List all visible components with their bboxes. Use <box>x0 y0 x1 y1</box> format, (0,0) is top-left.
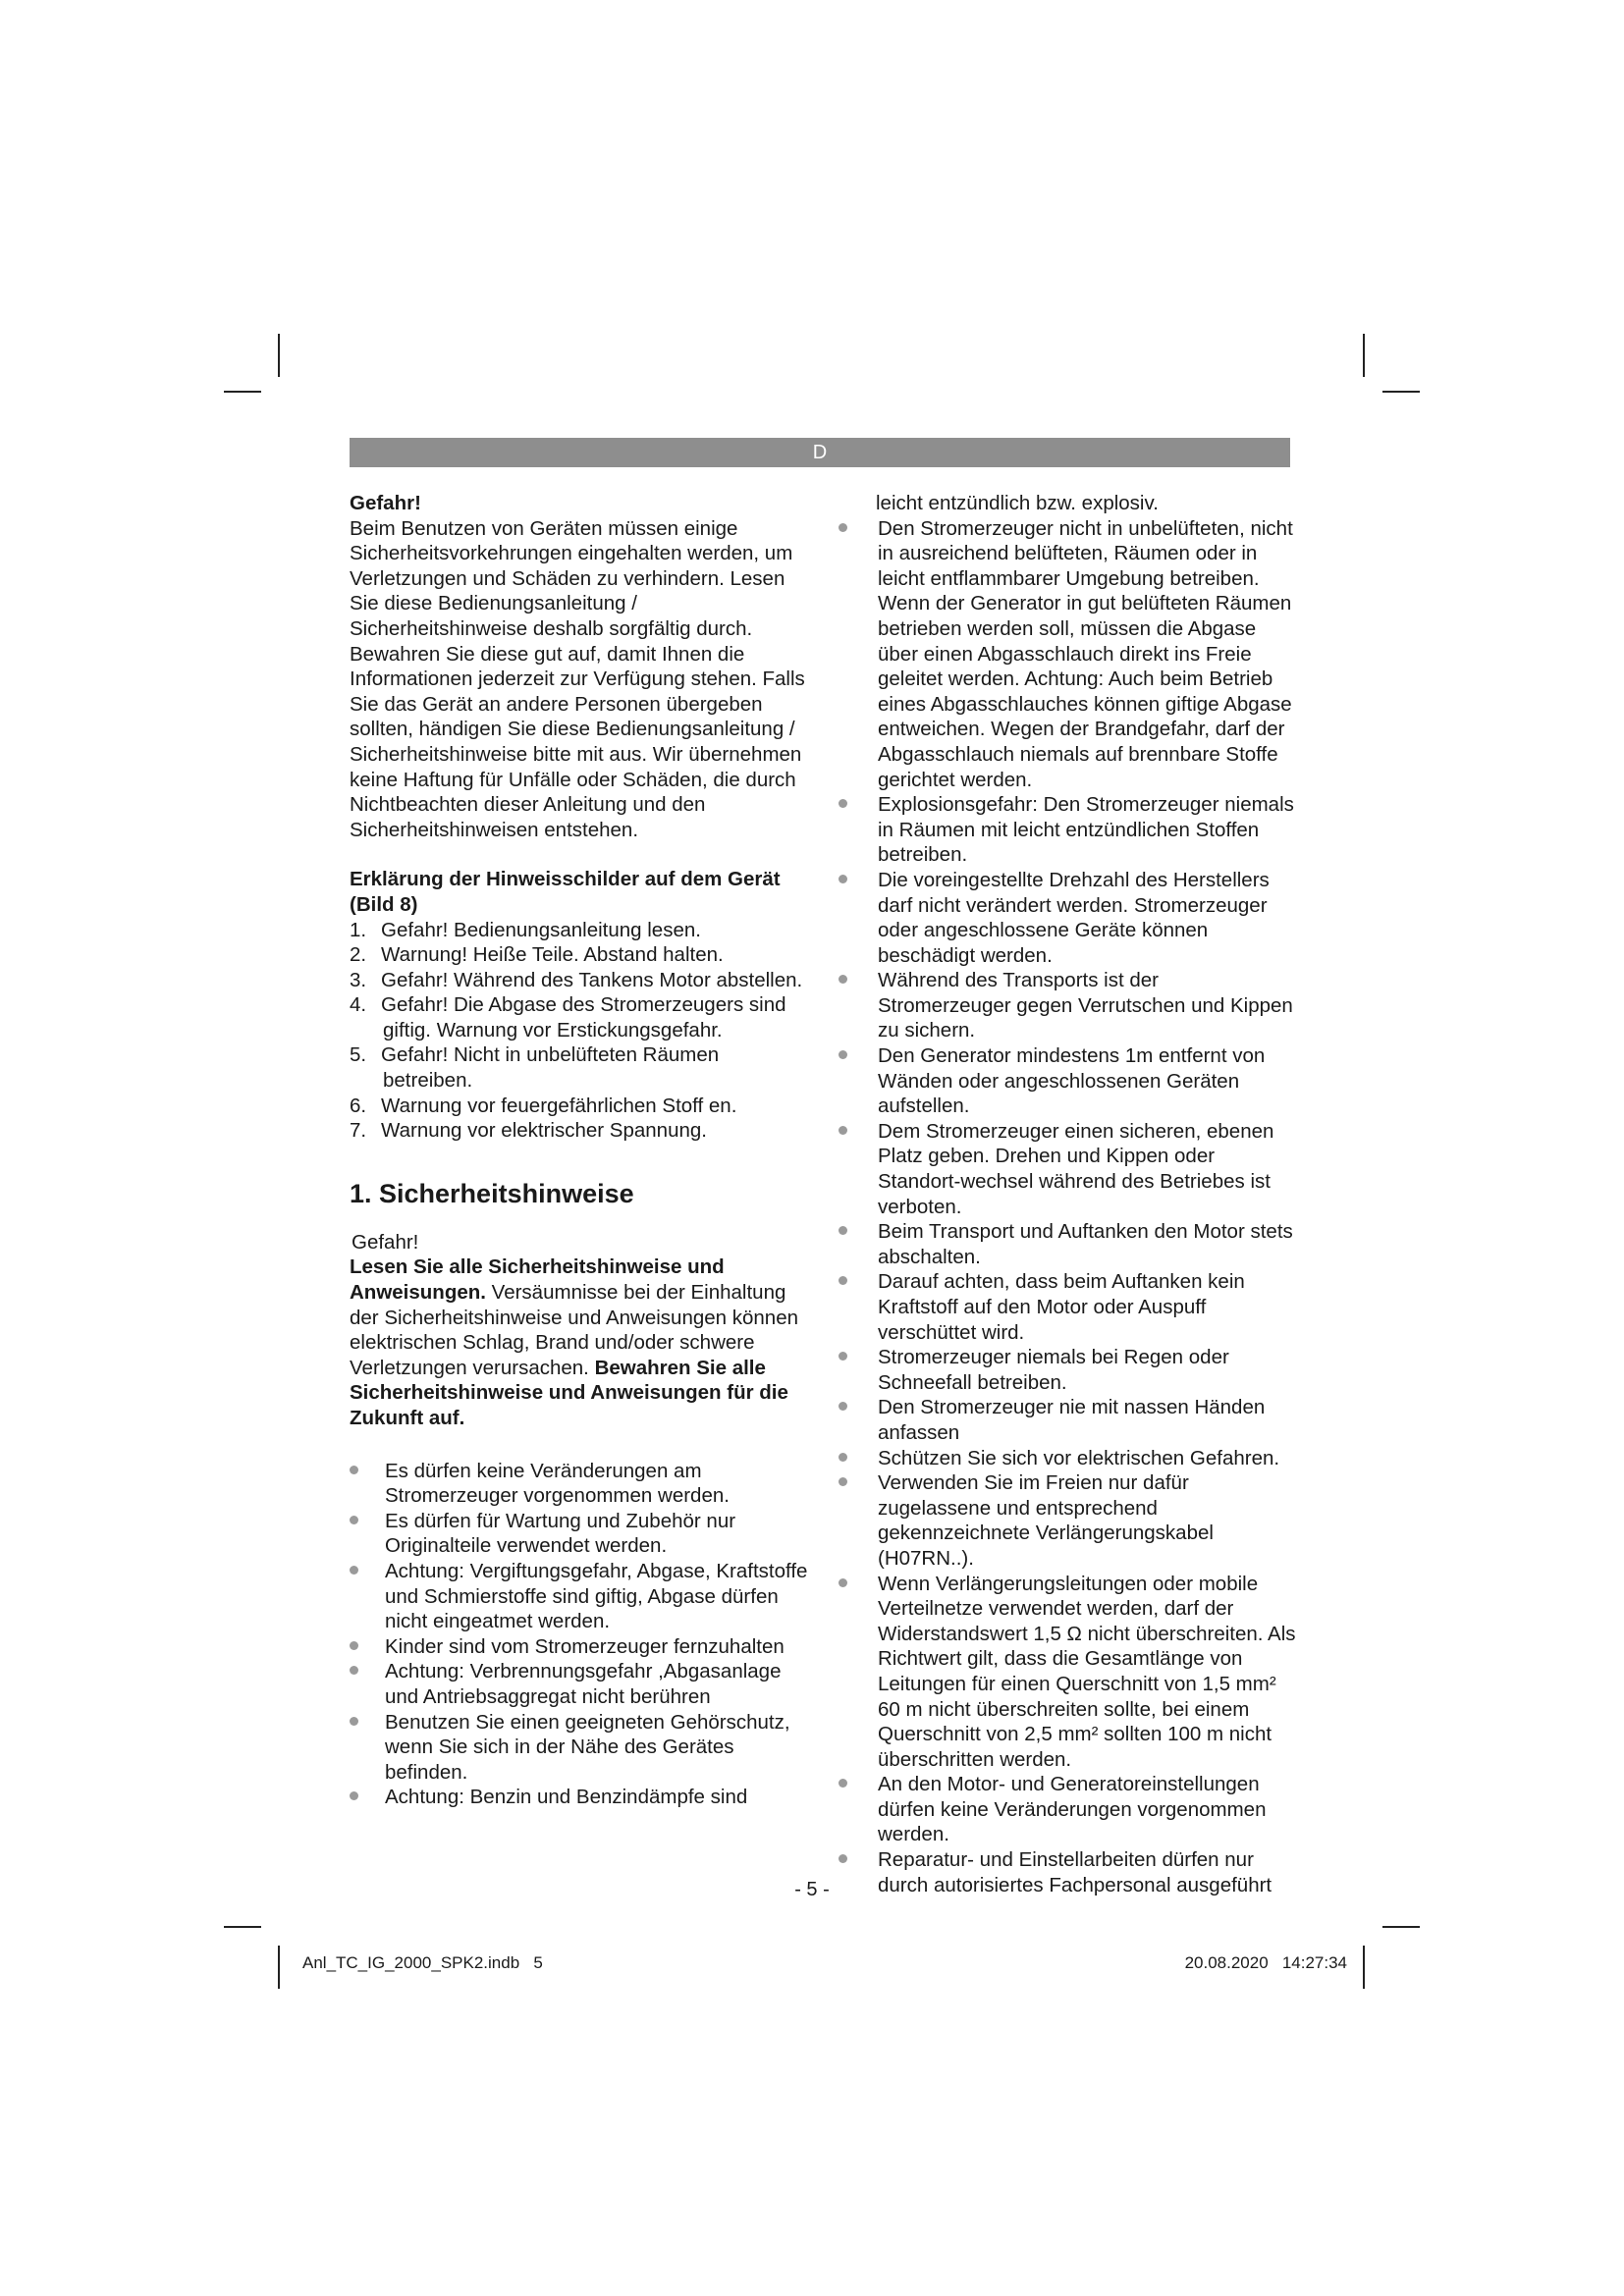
language-header-bar <box>350 438 1290 467</box>
page-number: - 5 - <box>794 1879 830 1900</box>
bullet-icon <box>350 1791 358 1800</box>
list-item: Darauf achten, dass beim Auftanken kein Kraftstoff auf den Motor oder Auspuff verschüttet wird. <box>840 1269 1296 1345</box>
bullet-icon <box>839 523 847 532</box>
danger-subtitle: Gefahr! <box>352 1230 419 1254</box>
list-item: Explosionsgefahr: Den Stromerzeuger niemals in Räumen mit leicht entzündlichen Stoffen betreiben. <box>840 792 1296 868</box>
list-item: Schützen Sie sich vor elektrischen Gefahren. <box>840 1446 1296 1471</box>
list-item: 6. Warnung vor feuergefährlichen Stoff en. <box>350 1094 737 1117</box>
bullet-icon <box>839 1050 847 1059</box>
list-item: Es dürfen keine Veränderungen am Stromerzeuger vorgenommen werden. <box>350 1459 811 1509</box>
list-item: Es dürfen für Wartung und Zubehör nur Originalteile verwendet werden. <box>350 1509 811 1559</box>
list-item: Den Generator mindestens 1m entfernt von Wänden oder angeschlossenen Geräten aufstellen. <box>840 1043 1296 1119</box>
list-item: Achtung: Vergiftungsgefahr, Abgase, Kraftstoffe und Schmierstoffe sind giftig, Abgase dürfen nicht eingeatmet werden. <box>350 1559 811 1634</box>
list-item: 7. Warnung vor elektrischer Spannung. <box>350 1119 707 1143</box>
list-item: 1. Gefahr! Bedienungsanleitung lesen. <box>350 918 701 941</box>
bullet-icon <box>350 1466 358 1474</box>
list-item: Den Stromerzeuger nicht in unbelüfteten, nicht in ausreichend belüfteten, Räumen oder in leicht entflammbarer Umgebung betreiben. Wenn der Generator in gut belüfteten Räumen betrieben werden soll, müssen die Abgase über einen Abgasschlauch direkt ins Freie geleitet werden. Achtung: Auch beim Betrieb eines Abgasschlauches können giftige Abgase entweichen. Wegen der Brandgefahr, darf der Abgasschlauch niemals auf brennbare Stoffe gerichtet werden. <box>840 516 1296 793</box>
list-item: An den Motor- und Generatoreinstellungen dürfen keine Veränderungen vorgenommen werden. <box>840 1772 1296 1847</box>
bullet-icon <box>839 975 847 984</box>
crop-mark <box>1363 1946 1365 1989</box>
bullet-icon <box>350 1641 358 1650</box>
crop-mark <box>278 334 280 377</box>
safety-bullet-list <box>350 1459 811 1810</box>
list-item: Während des Transports ist der Stromerzeuger gegen Verrutschen und Kippen zu sichern. <box>840 968 1296 1043</box>
list-item: Die voreingestellte Drehzahl des Herstellers darf nicht verändert werden. Stromerzeuger oder angeschlossene Geräte können beschädigt werden. <box>840 868 1296 968</box>
crop-mark <box>1382 1926 1420 1928</box>
safety-bullet-list-continued <box>840 516 1296 1898</box>
crop-mark <box>1363 334 1365 377</box>
bullet-icon <box>839 1352 847 1361</box>
crop-mark <box>224 391 261 393</box>
list-item: Den Stromerzeuger nie mit nassen Händen anfassen <box>840 1395 1296 1445</box>
list-item: 2. Warnung! Heiße Teile. Abstand halten. <box>350 943 724 967</box>
signs-heading: Erklärung der Hinweisschilder auf dem Gerät (Bild 8) <box>350 868 781 916</box>
list-item: Wenn Verlängerungsleitungen oder mobile Verteilnetze verwendet werden, darf der Widerstandswert 1,5 Ω nicht überschreiten. Als Richtwert gilt, dass die Gesamtlänge von Leitungen für einen Querschnitt von 1,5 mm² 60 m nicht überschreiten sollte, bei einem Querschnitt von 2,5 mm² sollten 100 m nicht überschritten werden. <box>840 1572 1296 1773</box>
intro-paragraph: Beim Benutzen von Geräten müssen einige Sicherheitsvorkehrungen eingehalten werden, um Verletzungen und Schäden zu verhindern. Lesen Sie diese Bedienungsanleitung / Sicherheitshinweise deshalb sorgfältig durch. Bewahren Sie diese gut auf, damit Ihnen die Informationen jederzeit zur Verfügung stehen. Falls Sie das Gerät an andere Personen übergeben sollten, händigen Sie diese Bedienungsanleitung / Sicherheitshinweise bitte mit aus. Wir übernehmen keine Haftung für Unfälle oder Schäden, die durch Nichtbeachten dieser Anleitung und den Sicherheitshinweisen entstehen. <box>350 516 805 841</box>
file-name: Anl_TC_IG_2000_SPK2.indb 5 <box>302 1953 543 1972</box>
list-item: Dem Stromerzeuger einen sicheren, ebenen Platz geben. Drehen und Kippen oder Standort-wechsel während des Betriebes ist verboten. <box>840 1119 1296 1219</box>
crop-mark <box>224 1926 261 1928</box>
list-item: 5. Gefahr! Nicht in unbelüfteten Räumen betreiben. <box>350 1043 720 1093</box>
crop-mark <box>278 1946 280 1989</box>
bullet-icon <box>839 799 847 808</box>
warning-paragraph <box>350 1255 811 1430</box>
list-item: 3. Gefahr! Während des Tankens Motor abstellen. <box>350 968 803 991</box>
warning-text: Versäumnisse bei der Einhaltung der Sicherheitshinweise und Anweisungen können elektrischen Schlag, Brand und/oder schwere Verletzungen verursachen. <box>350 1281 799 1379</box>
section-title: 1. Sicherheitshinweise <box>350 1178 634 1208</box>
bullet-icon <box>839 875 847 883</box>
bullet-icon <box>350 1666 358 1675</box>
bullet-icon <box>839 1226 847 1235</box>
crop-mark <box>1382 391 1420 393</box>
print-date-time: 20.08.2020 14:27:34 <box>1184 1953 1347 1972</box>
bullet-icon <box>350 1717 358 1726</box>
bullet-icon <box>839 1854 847 1863</box>
left-column <box>350 491 811 1810</box>
list-item: Stromerzeuger niemals bei Regen oder Schneefall betreiben. <box>840 1345 1296 1395</box>
list-item: Achtung: Verbrennungsgefahr ,Abgasanlage und Antriebsaggregat nicht berühren <box>350 1659 811 1709</box>
bullet-icon <box>839 1779 847 1788</box>
signs-list <box>350 918 811 1144</box>
list-item: Verwenden Sie im Freien nur dafür zugelassene und entsprechend gekennzeichnete Verlängerungskabel (H07RN..). <box>840 1470 1296 1571</box>
list-item: Beim Transport und Auftanken den Motor stets abschalten. <box>840 1219 1296 1269</box>
bullet-icon <box>839 1126 847 1135</box>
warning-bold-1: Lesen Sie alle Sicherheitshinweise und Anweisungen. <box>350 1255 725 1305</box>
danger-title: Gefahr! <box>350 492 421 514</box>
bullet-icon <box>839 1578 847 1587</box>
continuation-text: leicht entzündlich bzw. explosiv. <box>876 492 1159 514</box>
warning-bold-2: Bewahren Sie alle Sicherheitshinweise und Anweisungen für die Zukunft auf. <box>350 1356 788 1429</box>
bullet-icon <box>350 1516 358 1524</box>
language-tab: D <box>812 442 828 463</box>
list-item: 4. Gefahr! Die Abgase des Stromerzeugers sind giftig. Warnung vor Erstickungsgefahr. <box>350 993 786 1041</box>
right-column <box>840 491 1296 1897</box>
bullet-icon <box>839 1453 847 1462</box>
list-item: Benutzen Sie einen geeigneten Gehörschutz, wenn Sie sich in der Nähe des Gerätes befinden. <box>350 1710 811 1786</box>
list-item: Achtung: Benzin und Benzindämpfe sind <box>350 1785 811 1810</box>
list-item: Kinder sind vom Stromerzeuger fernzuhalten <box>350 1634 811 1660</box>
list-item: Reparatur- und Einstellarbeiten dürfen nur durch autorisiertes Fachpersonal ausgeführt <box>840 1847 1296 1897</box>
bullet-icon <box>350 1566 358 1575</box>
bullet-icon <box>839 1402 847 1411</box>
bullet-icon <box>839 1276 847 1285</box>
bullet-icon <box>839 1477 847 1486</box>
